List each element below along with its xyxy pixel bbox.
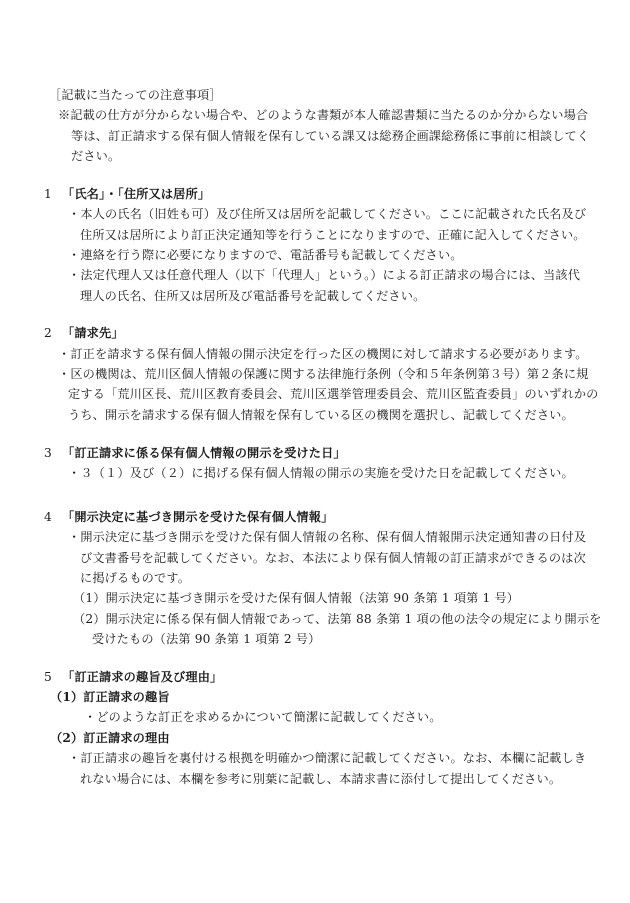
notice-line: 等は、訂正請求する保有個人情報を保有している課又は総務企画課総務係に事前に相談してく — [71, 129, 590, 143]
section-line: ・３（１）及び（２）に掲げる保有個人情報の開示の実施を受けた日を記載してください。 — [68, 466, 574, 480]
subsection-title: （1）訂正請求の趣旨 — [50, 690, 170, 704]
section-line: ・開示決定に基づき開示を受けた保有個人情報の名称、保有個人情報開示決定通知書の日付及 — [68, 530, 587, 544]
section-line: ・本人の氏名（旧姓も可）及び住所又は居所を記載してください。ここに記載された氏名及び — [68, 207, 587, 221]
section-line: ・どのような訂正を求めるかについて簡潔に記載してください。 — [84, 710, 442, 724]
section-number: 2 — [44, 326, 52, 340]
section-line: うち、開示を請求する保有個人情報を保有している区の機関を選択し、記載してください。 — [68, 408, 574, 422]
section-line: ・連絡を行う際に必要になりますので、電話番号も記載してください。 — [68, 248, 463, 262]
section-title: 「訂正請求の趣旨及び理由」 — [62, 670, 223, 684]
section-line: に掲げるものです。 — [80, 571, 191, 585]
section-line: 受けたもの（法第 90 条第 1 項第 2 号） — [92, 632, 321, 646]
section-line: （2）開示決定に係る保有個人情報であって、法第 88 条第 1 項の他の法令の規定により開示を — [73, 612, 602, 626]
section-line: 住所又は居所により訂正決定通知等を行うことになりますので、正確に記入してください。 — [80, 228, 586, 242]
section-line: ・訂正を請求する保有個人情報の開示決定を行った区の機関に対して請求する必要があります。 — [58, 347, 588, 361]
subsection-title: （2）訂正請求の理由 — [50, 731, 170, 745]
section-line: （1）開示決定に基づき開示を受けた保有個人情報（法第 90 条第 1 項第 1 号） — [73, 591, 520, 605]
section-line: 定する「荒川区長、荒川区教育委員会、荒川区選挙管理委員会、荒川区監査委員」のいずれかの — [68, 387, 599, 401]
section-line: 理人の氏名、住所又は居所及び電話番号を記載してください。 — [80, 289, 426, 303]
notice-line: ださい。 — [71, 149, 121, 163]
section-title: 「開示決定に基づき開示を受けた保有個人情報」 — [62, 510, 334, 524]
section-line: れない場合には、本欄を参考に別葉に記載し、本請求書に添付して提出してください。 — [80, 772, 562, 786]
section-line: び文書番号を記載してください。なお、本法により保有個人情報の訂正請求ができるのは次 — [80, 551, 586, 565]
section-title: 「請求先」 — [62, 326, 124, 340]
notice-line: ※記載の仕方が分からない場合や、どのような書類が本人確認書類に当たるのか分からない場合 — [58, 108, 589, 122]
section-number: 1 — [44, 187, 52, 201]
section-number: 4 — [44, 510, 52, 524]
section-line: ・法定代理人又は任意代理人（以下「代理人」という。）による訂正請求の場合には、当該代 — [68, 268, 581, 282]
section-number: 5 — [44, 670, 52, 684]
notice-heading: ［記載に当たっての注意事項］ — [49, 88, 222, 102]
section-line: ・訂正請求の趣旨を裏付ける根拠を明確かつ簡潔に記載してください。なお、本欄に記載しき — [68, 751, 587, 765]
section-line: ・区の機関は、荒川区個人情報の保護に関する法律施行条例（令和５年条例第３号）第２条に規 — [58, 367, 589, 381]
section-title: 「氏名」・「住所又は居所」 — [62, 187, 211, 201]
section-number: 3 — [44, 446, 52, 460]
section-title: 「訂正請求に係る保有個人情報の開示を受けた日」 — [62, 446, 346, 460]
